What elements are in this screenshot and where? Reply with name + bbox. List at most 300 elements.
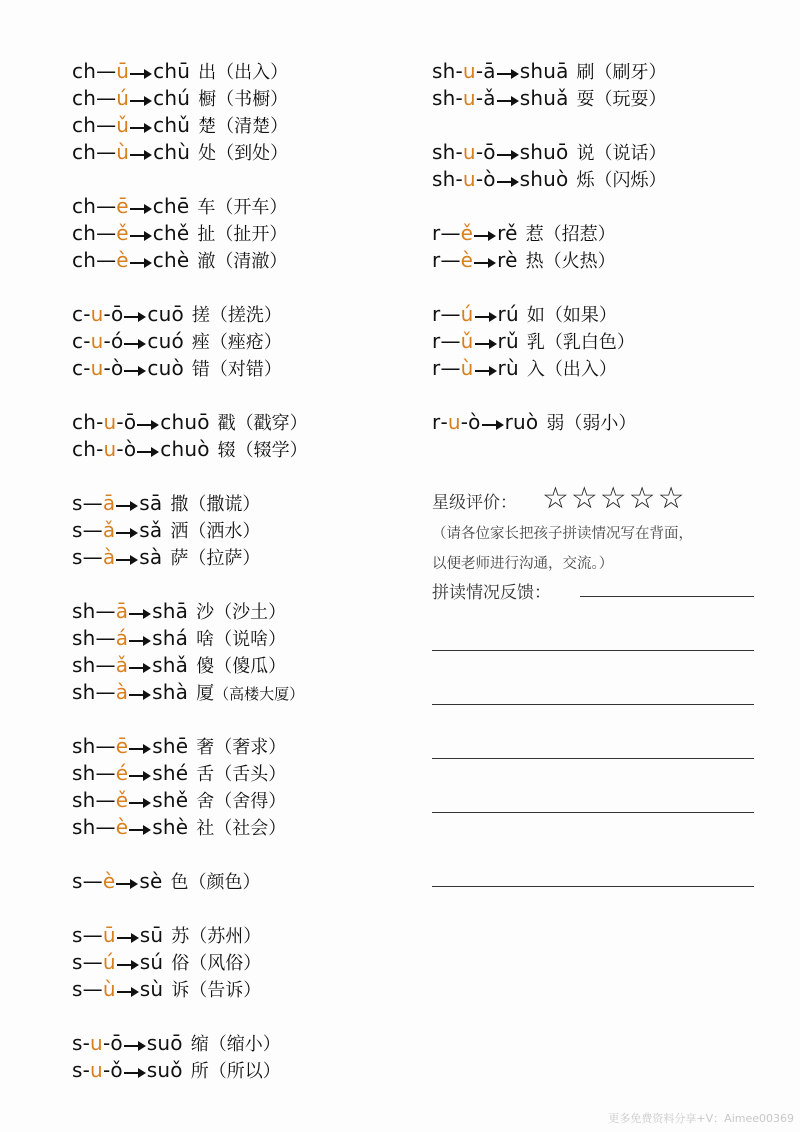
pinyin-row	[432, 355, 617, 382]
medial-vowel: ù	[460, 356, 474, 380]
pinyin-result: suǒ	[146, 1058, 183, 1082]
connector: —	[95, 788, 116, 812]
medial-vowel: ā	[102, 491, 116, 515]
example-word: （撒谎）	[188, 494, 261, 515]
hanzi: 傻	[196, 656, 215, 677]
initial: s	[72, 977, 83, 1001]
medial-vowel: è	[460, 248, 474, 272]
pinyin-row	[72, 58, 288, 85]
arrow-icon	[497, 177, 519, 187]
medial-vowel: u	[90, 329, 104, 353]
pinyin-result: rè	[497, 248, 518, 272]
arrow-icon	[475, 312, 497, 322]
initial: s	[72, 869, 83, 893]
connector: -	[455, 86, 463, 110]
initial: c	[72, 302, 84, 326]
medial-vowel: ē	[115, 734, 129, 758]
medial-vowel: è	[115, 815, 129, 839]
feedback-line[interactable]	[432, 886, 754, 887]
hanzi: 奢	[196, 737, 215, 758]
pinyin-result: rǔ	[497, 329, 519, 353]
medial-vowel: u	[103, 437, 117, 461]
final-vowel: ó	[110, 329, 124, 353]
pinyin-result: sà	[139, 545, 163, 569]
connector: -	[116, 410, 124, 434]
pinyin-row	[72, 436, 308, 463]
connector: —	[95, 626, 116, 650]
connector: -	[103, 356, 111, 380]
hanzi: 俗	[171, 953, 190, 974]
arrow-icon	[129, 744, 151, 754]
example-word: （拉萨）	[188, 548, 261, 569]
rating-label: 星级评价：	[432, 493, 517, 513]
medial-vowel: ě	[116, 221, 129, 245]
pinyin-result: shuò	[519, 167, 569, 191]
example-word: （开车）	[215, 197, 288, 218]
initial: s	[72, 950, 83, 974]
pinyin-result: chuò	[160, 437, 210, 461]
connector: -	[116, 437, 124, 461]
arrow-icon	[124, 1068, 146, 1078]
medial-vowel: ǔ	[116, 113, 130, 137]
pinyin-result: sǎ	[139, 518, 163, 542]
feedback-line[interactable]	[432, 758, 754, 759]
medial-vowel: u	[447, 410, 461, 434]
initial: r	[432, 302, 441, 326]
connector: —	[440, 302, 461, 326]
initial: sh	[72, 626, 96, 650]
connector: —	[82, 869, 103, 893]
connector: —	[96, 248, 117, 272]
hanzi: 说	[576, 143, 595, 164]
connector: -	[475, 140, 484, 164]
example-word: （所以）	[208, 1061, 281, 1082]
pinyin-row	[72, 976, 261, 1003]
hanzi: 热	[525, 251, 544, 272]
hanzi: 厦	[196, 683, 215, 704]
hanzi: 烁	[576, 170, 595, 191]
arrow-icon	[129, 825, 151, 835]
arrow-icon	[129, 798, 151, 808]
pinyin-result: sā	[139, 491, 163, 515]
connector: —	[82, 518, 103, 542]
pinyin-row	[72, 1057, 281, 1084]
hanzi: 苏	[171, 926, 190, 947]
initial: s	[72, 1031, 83, 1055]
initial: ch	[72, 221, 97, 245]
medial-vowel: á	[115, 626, 129, 650]
connector: —	[95, 815, 116, 839]
hanzi: 澈	[197, 251, 216, 272]
pinyin-result: chū	[153, 59, 191, 83]
hanzi: 车	[197, 197, 216, 218]
connector: —	[95, 761, 116, 785]
pinyin-row	[432, 409, 636, 436]
medial-vowel: à	[102, 545, 116, 569]
example-word: （缩小）	[208, 1034, 281, 1055]
connector: -	[455, 59, 463, 83]
medial-vowel: ā	[115, 599, 129, 623]
arrow-icon	[137, 420, 159, 430]
final-vowel: ō	[110, 302, 124, 326]
initial: c	[72, 356, 84, 380]
example-word: （告诉）	[189, 980, 262, 1001]
pinyin-row	[72, 490, 260, 517]
connector: -	[96, 410, 104, 434]
arrow-icon	[129, 663, 151, 673]
final-vowel: ǎ	[483, 86, 496, 110]
initial: ch	[72, 86, 97, 110]
connector: -	[475, 167, 484, 191]
pinyin-row	[432, 301, 617, 328]
example-word: （舌头）	[214, 764, 287, 785]
connector: -	[103, 329, 111, 353]
arrow-icon	[124, 339, 146, 349]
arrow-icon	[130, 231, 152, 241]
connector: —	[95, 599, 116, 623]
initial: sh	[72, 653, 96, 677]
arrow-icon	[137, 447, 159, 457]
example-word: （痤疮）	[209, 332, 282, 353]
medial-vowel: u	[103, 410, 117, 434]
pinyin-result: shuǎ	[519, 86, 569, 110]
example-word: （玩耍）	[594, 89, 667, 110]
arrow-icon	[129, 609, 151, 619]
hanzi: 诉	[171, 980, 190, 1001]
arrow-icon	[129, 636, 151, 646]
initial: r	[432, 329, 441, 353]
initial: sh	[432, 59, 456, 83]
arrow-icon	[116, 501, 138, 511]
medial-vowel: ǎ	[102, 518, 116, 542]
arrow-icon	[130, 69, 152, 79]
connector: —	[440, 221, 461, 245]
medial-vowel: u	[90, 1058, 103, 1082]
final-vowel: ò	[483, 167, 496, 191]
connector: —	[82, 950, 103, 974]
arrow-icon	[117, 960, 139, 970]
hanzi: 弱	[546, 413, 565, 434]
pinyin-row	[432, 85, 667, 112]
medial-vowel: ě	[460, 221, 474, 245]
initial: s	[72, 518, 83, 542]
hanzi: 痤	[191, 332, 210, 353]
example-word: （乳白色）	[544, 332, 635, 353]
example-word: （说啥）	[214, 629, 287, 650]
watermark: 更多免费资料分享+V：Aimee00369	[608, 1112, 794, 1125]
hanzi: 扯	[197, 224, 216, 245]
medial-vowel: ù	[116, 140, 130, 164]
connector: —	[96, 86, 117, 110]
pinyin-row	[72, 517, 260, 544]
initial: ch	[72, 140, 97, 164]
feedback-line[interactable]	[580, 596, 754, 597]
pinyin-result: chuō	[160, 410, 210, 434]
pinyin-row	[72, 409, 308, 436]
connector: —	[82, 545, 103, 569]
connector: —	[96, 140, 117, 164]
example-word: （说话）	[594, 143, 667, 164]
initial: r	[432, 221, 441, 245]
connector: —	[82, 923, 103, 947]
pinyin-result: sù	[139, 977, 164, 1001]
example-word: （苏州）	[189, 926, 262, 947]
connector: —	[96, 113, 117, 137]
hanzi: 啥	[196, 629, 215, 650]
medial-vowel: u	[462, 86, 476, 110]
parent-note-line-2: 以便老师进行沟通，交流。）	[432, 556, 614, 572]
pinyin-row	[72, 85, 288, 112]
initial: s	[72, 491, 83, 515]
connector: —	[95, 680, 116, 704]
hanzi: 所	[190, 1061, 209, 1082]
connector: -	[82, 1058, 91, 1082]
medial-vowel: u	[90, 1031, 103, 1055]
medial-vowel: é	[115, 761, 129, 785]
connector: -	[460, 410, 469, 434]
pinyin-row	[72, 652, 286, 679]
pinyin-result: suō	[146, 1031, 183, 1055]
medial-vowel: ǎ	[115, 653, 129, 677]
initial: sh	[432, 140, 456, 164]
connector: -	[455, 140, 463, 164]
connector: —	[82, 977, 103, 1001]
hanzi: 耍	[576, 89, 595, 110]
pinyin-row	[72, 193, 287, 220]
hanzi: 搓	[191, 305, 210, 326]
medial-vowel: ù	[102, 977, 116, 1001]
medial-vowel: ǔ	[460, 329, 474, 353]
initial: r	[432, 410, 441, 434]
example-word: （到处）	[216, 143, 289, 164]
arrow-icon	[130, 123, 152, 133]
connector: —	[96, 194, 117, 218]
hanzi: 萨	[170, 548, 189, 569]
example-word: （刷牙）	[594, 62, 667, 83]
initial: c	[72, 329, 84, 353]
initial: ch	[72, 410, 97, 434]
medial-vowel: u	[90, 356, 104, 380]
pinyin-result: chú	[153, 86, 191, 110]
example-word: （沙土）	[214, 602, 287, 623]
example-word: （如果）	[544, 305, 617, 326]
arrow-icon	[116, 879, 138, 889]
pinyin-result: shè	[152, 815, 189, 839]
star-rating[interactable]: ☆☆☆☆☆	[542, 481, 687, 516]
connector: -	[83, 302, 91, 326]
connector: -	[82, 1031, 91, 1055]
initial: sh	[72, 734, 96, 758]
connector: —	[96, 221, 117, 245]
example-word: （弱小）	[564, 413, 637, 434]
final-vowel: ǒ	[110, 1058, 123, 1082]
example-word: （颜色）	[188, 872, 261, 893]
connector: -	[103, 302, 111, 326]
arrow-icon	[497, 96, 519, 106]
pinyin-result: shuā	[519, 59, 569, 83]
pinyin-result: cuō	[147, 302, 184, 326]
hanzi: 惹	[525, 224, 544, 245]
connector: -	[455, 167, 463, 191]
initial: s	[72, 545, 83, 569]
pinyin-row	[72, 139, 288, 166]
arrow-icon	[124, 1041, 146, 1051]
pinyin-row	[72, 814, 286, 841]
example-word: （社会）	[214, 818, 287, 839]
pinyin-result: shā	[152, 599, 189, 623]
arrow-icon	[117, 933, 139, 943]
hanzi: 社	[196, 818, 215, 839]
example-word: （清楚）	[216, 116, 289, 137]
pinyin-row	[72, 922, 261, 949]
final-vowel: ò	[468, 410, 481, 434]
pinyin-result: rě	[497, 221, 518, 245]
final-vowel: ō	[110, 1031, 123, 1055]
initial: ch	[72, 194, 97, 218]
parent-note-line-1: （请各位家长把孩子拼读情况写在背面，	[432, 526, 693, 542]
connector: -	[83, 356, 91, 380]
connector: —	[440, 356, 461, 380]
medial-vowel: ē	[116, 194, 129, 218]
connector: -	[96, 437, 104, 461]
connector: —	[82, 491, 103, 515]
initial: ch	[72, 248, 97, 272]
pinyin-result: shē	[152, 734, 189, 758]
arrow-icon	[124, 366, 146, 376]
hanzi: 入	[526, 359, 545, 380]
final-vowel: ò	[123, 437, 137, 461]
arrow-icon	[116, 555, 138, 565]
pinyin-row	[72, 544, 260, 571]
medial-vowel: ú	[102, 950, 116, 974]
example-word: （舍得）	[214, 791, 287, 812]
initial: sh	[72, 599, 96, 623]
pinyin-result: cuó	[147, 329, 184, 353]
feedback-label: 拼读情况反馈：	[432, 583, 551, 603]
pinyin-result: rú	[497, 302, 519, 326]
pinyin-result: sè	[139, 869, 163, 893]
medial-vowel: ú	[460, 302, 474, 326]
arrow-icon	[130, 96, 152, 106]
connector: —	[95, 653, 116, 677]
medial-vowel: ū	[102, 923, 116, 947]
pinyin-row	[432, 328, 635, 355]
example-word: （对错）	[209, 359, 282, 380]
pinyin-result: shà	[152, 680, 189, 704]
medial-vowel: à	[115, 680, 129, 704]
pinyin-result: chè	[152, 248, 190, 272]
example-word: （火热）	[543, 251, 616, 272]
pinyin-row	[72, 355, 282, 382]
example-word: （傻瓜）	[214, 656, 287, 677]
hanzi: 辍	[217, 440, 236, 461]
connector: -	[440, 410, 448, 434]
medial-vowel: è	[116, 248, 129, 272]
final-vowel: ò	[110, 356, 124, 380]
hanzi: 错	[191, 359, 210, 380]
arrow-icon	[475, 339, 497, 349]
arrow-icon	[130, 258, 152, 268]
pinyin-result: sū	[139, 923, 164, 947]
arrow-icon	[475, 366, 497, 376]
pinyin-row	[72, 328, 282, 355]
initial: ch	[72, 59, 97, 83]
arrow-icon	[474, 258, 496, 268]
hanzi: 舌	[196, 764, 215, 785]
pinyin-row	[72, 868, 260, 895]
pinyin-row	[72, 1030, 281, 1057]
pinyin-row	[72, 247, 287, 274]
arrow-icon	[129, 771, 151, 781]
pinyin-row	[72, 625, 286, 652]
final-vowel: ō	[483, 140, 496, 164]
connector: —	[96, 59, 117, 83]
medial-vowel: ú	[116, 86, 130, 110]
feedback-line[interactable]	[432, 812, 754, 813]
connector: -	[475, 86, 484, 110]
pinyin-result: cuò	[147, 356, 184, 380]
arrow-icon	[124, 312, 146, 322]
arrow-icon	[497, 150, 519, 160]
pinyin-row	[72, 112, 288, 139]
initial: ch	[72, 113, 97, 137]
example-word: （辍学）	[235, 440, 308, 461]
hanzi: 如	[526, 305, 545, 326]
arrow-icon	[497, 69, 519, 79]
pinyin-row	[72, 598, 286, 625]
pinyin-row	[72, 220, 287, 247]
final-vowel: ā	[483, 59, 496, 83]
example-word: （扯开）	[215, 224, 288, 245]
arrow-icon	[130, 150, 152, 160]
connector: —	[440, 329, 461, 353]
hanzi: 楚	[198, 116, 217, 137]
connector: -	[102, 1058, 111, 1082]
arrow-icon	[117, 987, 139, 997]
initial: s	[72, 923, 83, 947]
hanzi: 橱	[198, 89, 217, 110]
hanzi: 处	[198, 143, 217, 164]
example-word: （出入）	[544, 359, 617, 380]
example-word: （出入）	[216, 62, 289, 83]
initial: sh	[432, 167, 456, 191]
hanzi: 色	[170, 872, 189, 893]
hanzi: 戳	[217, 413, 236, 434]
feedback-line[interactable]	[432, 704, 754, 705]
medial-vowel: u	[462, 59, 476, 83]
pinyin-result: shě	[152, 788, 189, 812]
pinyin-row	[72, 301, 282, 328]
initial: r	[432, 248, 441, 272]
pinyin-result: shé	[152, 761, 189, 785]
medial-vowel: u	[462, 167, 476, 191]
medial-vowel: u	[462, 140, 476, 164]
pinyin-row	[432, 220, 616, 247]
initial: sh	[432, 86, 456, 110]
example-word: （闪烁）	[594, 170, 667, 191]
pinyin-result: shá	[152, 626, 189, 650]
pinyin-result: chē	[152, 194, 190, 218]
pinyin-row	[72, 949, 261, 976]
pinyin-result: sú	[139, 950, 164, 974]
initial: r	[432, 356, 441, 380]
medial-vowel: u	[90, 302, 104, 326]
feedback-line[interactable]	[432, 650, 754, 651]
initial: sh	[72, 815, 96, 839]
hanzi: 刷	[576, 62, 595, 83]
connector: —	[440, 248, 461, 272]
pinyin-row	[432, 139, 666, 166]
